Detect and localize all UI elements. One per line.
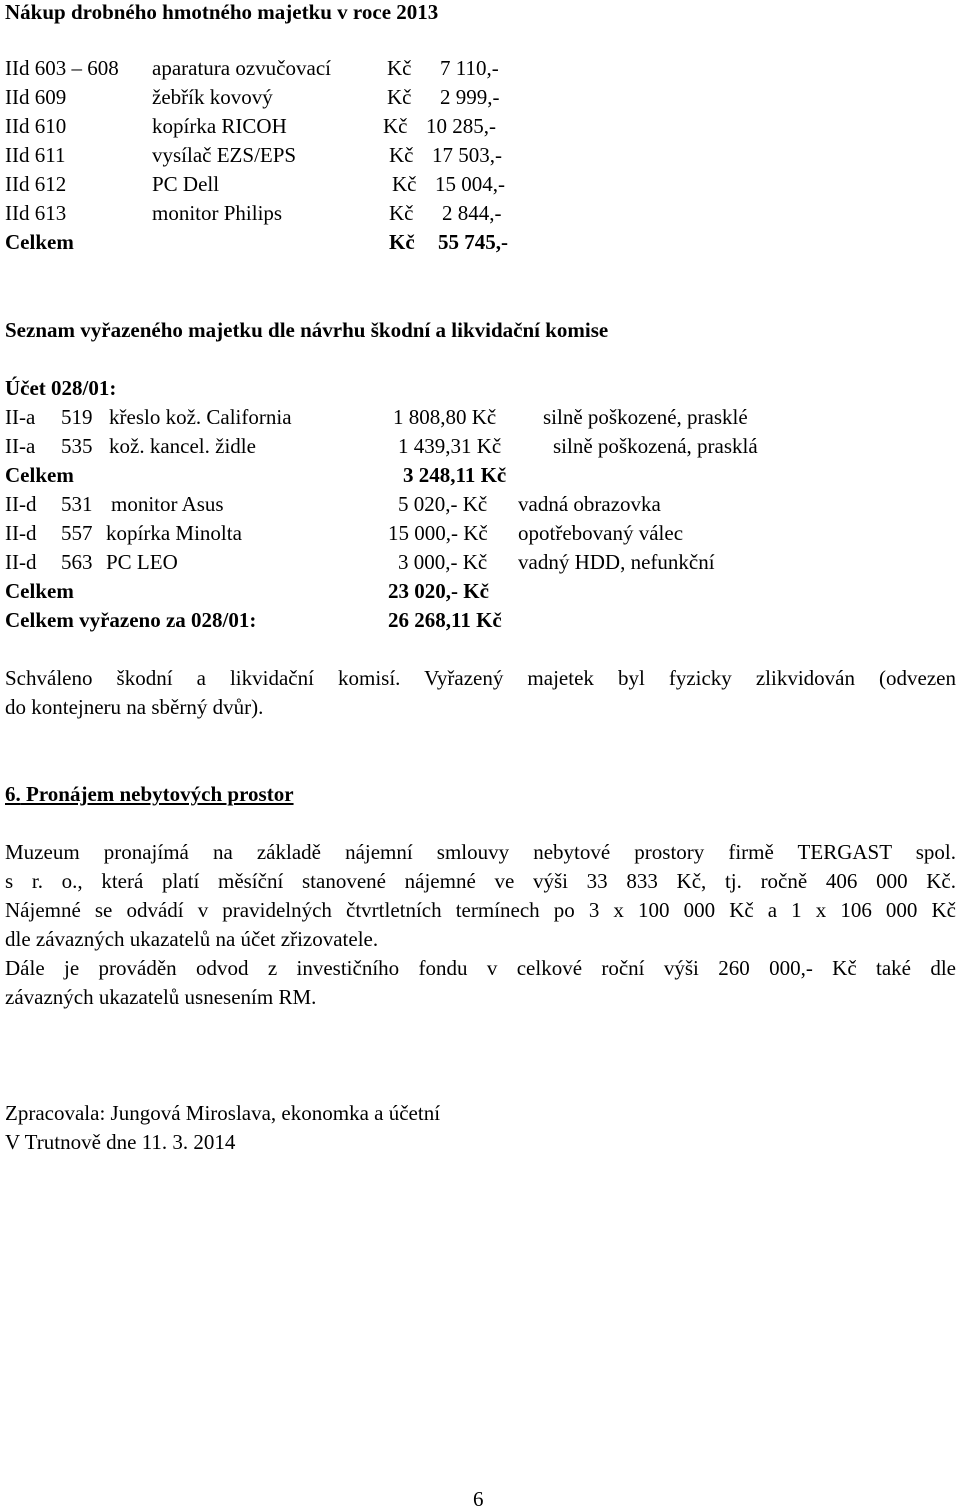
asset-number: 557 [61, 521, 93, 545]
item-code: IId 612 [5, 172, 67, 196]
asset-value: 5 020,- Kč [398, 492, 488, 516]
rent-text-line: Muzeum pronajímá na základě nájemní smlouvy nebytové prostory firmě TERGAST spol. [5, 840, 956, 864]
asset-class: II-a [5, 434, 36, 458]
asset-name: PC LEO [106, 550, 178, 574]
total-label: Celkem vyřazeno za 028/01: [5, 608, 257, 632]
total-amount: 55 745,- [438, 230, 508, 254]
asset-class: II-a [5, 405, 36, 429]
subtotal-value: 23 020,- Kč [388, 579, 489, 603]
asset-value: 3 000,- Kč [398, 550, 488, 574]
investment-text-line: závazných ukazatelů usnesením RM. [5, 985, 317, 1009]
item-amount: 10 285,- [426, 114, 496, 138]
item-name: vysílač EZS/EPS [152, 143, 297, 167]
item-amount: 2 999,- [440, 85, 500, 109]
item-currency: Kč [387, 85, 412, 109]
asset-name: monitor Asus [111, 492, 224, 516]
total-currency: Kč [389, 230, 415, 254]
section-number: 6. [5, 782, 21, 806]
item-name: aparatura ozvučovací [152, 56, 331, 80]
item-code: IId 611 [5, 143, 66, 167]
asset-value: 1 439,31 Kč [398, 434, 502, 458]
asset-name: křeslo kož. California [109, 405, 292, 429]
place-date: V Trutnově dne 11. 3. 2014 [5, 1130, 236, 1154]
page-title: Nákup drobného hmotného majetku v roce 2013 [5, 0, 439, 24]
asset-note: vadná obrazovka [518, 492, 661, 516]
item-currency: Kč [389, 201, 414, 225]
item-code: IId 610 [5, 114, 67, 138]
item-amount: 17 503,- [432, 143, 502, 167]
item-amount: 2 844,- [442, 201, 502, 225]
item-code: IId 609 [5, 85, 67, 109]
total-value: 26 268,11 Kč [388, 608, 502, 632]
asset-name: kopírka Minolta [106, 521, 242, 545]
item-amount: 7 110,- [440, 56, 499, 80]
item-currency: Kč [387, 56, 412, 80]
item-code: IId 613 [5, 201, 67, 225]
asset-number: 535 [61, 434, 93, 458]
subtotal-label: Celkem [5, 463, 74, 487]
rent-text-line: Nájemné se odvádí v pravidelných čtvrtletních termínech po 3 x 100 000 Kč a 1 x 106 000 Kč [5, 898, 956, 922]
asset-note: silně poškozené, prasklé [543, 405, 748, 429]
approval-text-line: do kontejneru na sběrný dvůr). [5, 695, 264, 719]
item-amount: 15 004,- [435, 172, 505, 196]
section-title: Pronájem nebytových prostor [26, 782, 294, 806]
item-name: kopírka RICOH [152, 114, 287, 138]
asset-class: II-d [5, 550, 37, 574]
asset-note: vadný HDD, nefunkční [518, 550, 715, 574]
disposal-heading: Seznam vyřazeného majetku dle návrhu škodní a likvidační komise [5, 318, 609, 342]
account-label: Účet 028/01: [5, 376, 117, 400]
asset-value: 15 000,- Kč [388, 521, 488, 545]
asset-number: 531 [61, 492, 93, 516]
total-label: Celkem [5, 230, 74, 254]
asset-number: 563 [61, 550, 93, 574]
asset-value: 1 808,80 Kč [393, 405, 497, 429]
item-name: monitor Philips [152, 201, 283, 225]
page-number: 6 [473, 1487, 484, 1511]
rent-text-line: s r. o., která platí měsíční stanovené nájemné ve výši 33 833 Kč, tj. ročně 406 000 Kč. [5, 869, 956, 893]
item-currency: Kč [389, 143, 414, 167]
rent-text-line: dle závazných ukazatelů na účet zřizovatele. [5, 927, 379, 951]
asset-note: silně poškozená, prasklá [553, 434, 758, 458]
subtotal-value: 3 248,11 Kč [403, 463, 507, 487]
subtotal-label: Celkem [5, 579, 74, 603]
asset-class: II-d [5, 521, 37, 545]
asset-note: opotřebovaný válec [518, 521, 684, 545]
item-name: PC Dell [152, 172, 220, 196]
prepared-by: Zpracovala: Jungová Miroslava, ekonomka a účetní [5, 1101, 441, 1125]
investment-text-line: Dále je prováděn odvod z investičního fondu v celkové roční výši 260 000,- Kč také dle [5, 956, 956, 980]
approval-text-line: Schváleno škodní a likvidační komisí. Vyřazený majetek byl fyzicky zlikvidován (odvezen [5, 666, 956, 690]
item-currency: Kč [383, 114, 408, 138]
asset-name: kož. kancel. židle [109, 434, 256, 458]
item-name: žebřík kovový [152, 85, 273, 109]
item-currency: Kč [392, 172, 417, 196]
asset-number: 519 [61, 405, 93, 429]
asset-class: II-d [5, 492, 37, 516]
section-heading [5, 782, 294, 806]
item-code: IId 603 – 608 [5, 56, 119, 80]
